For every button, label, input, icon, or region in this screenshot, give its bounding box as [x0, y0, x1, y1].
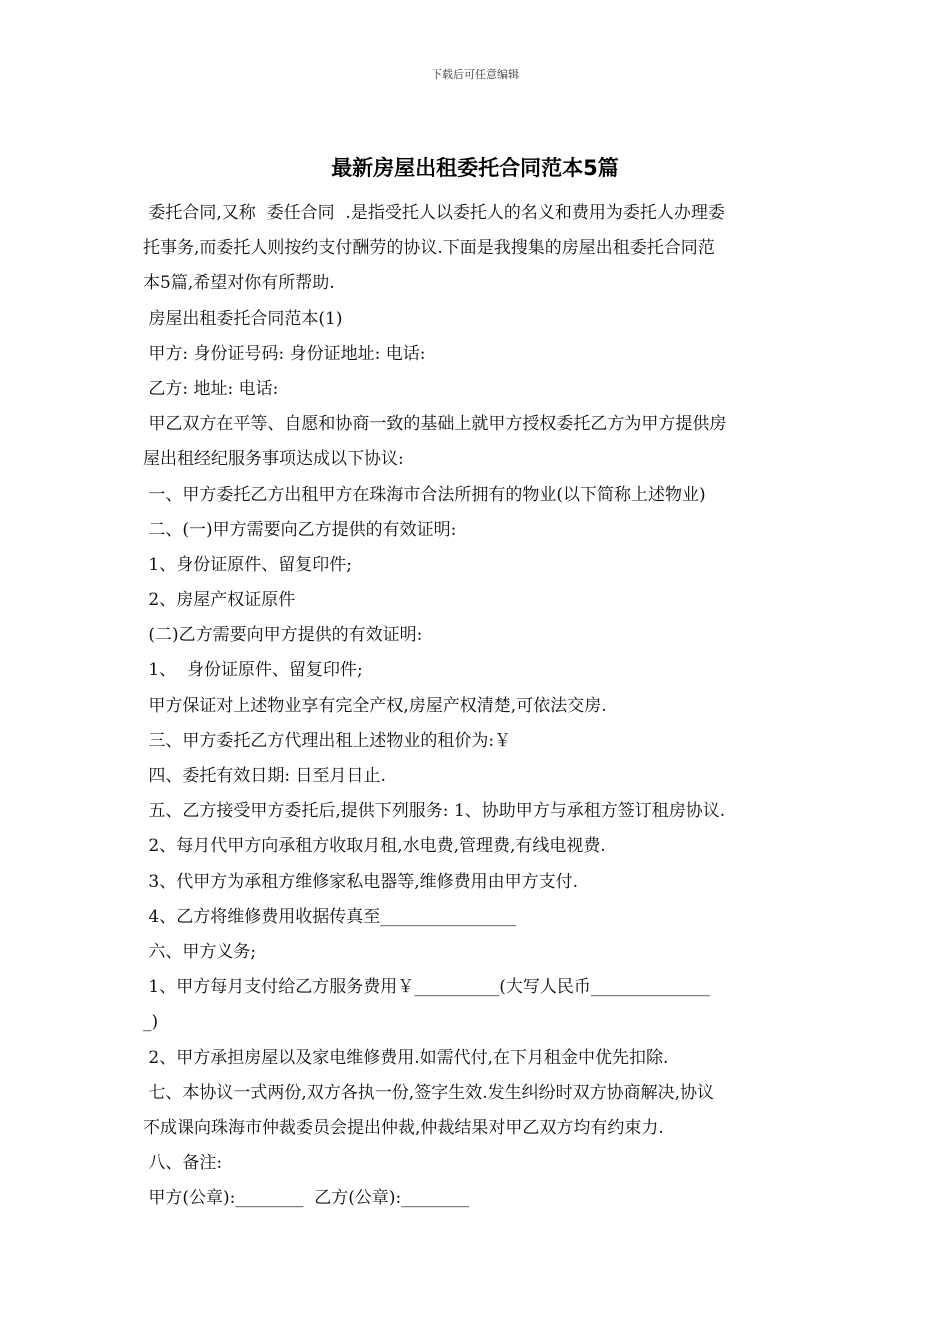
- text-line: 六、甲方义务;: [143, 941, 257, 962]
- text-line: _): [143, 1012, 159, 1033]
- text-line: 1、身份证原件、留复印件;: [143, 554, 352, 575]
- text-line: 4、乙方将维修费用收据传真至________________: [143, 906, 517, 927]
- text-line: 二、(一)甲方需要向乙方提供的有效证明:: [143, 519, 457, 540]
- text-line: 乙方: 地址: 电话:: [143, 378, 279, 399]
- page-header: 下载后可任意编辑: [431, 68, 519, 81]
- text-line: 委托合同,又称 委任合同 .是指受托人以委托人的名义和费用为委托人办理委: [143, 203, 725, 223]
- text-line: 四、委托有效日期: 日至月日止.: [143, 766, 386, 786]
- text-line: 2、房屋产权证原件: [143, 590, 296, 611]
- text-line: 甲方(公章):________ 乙方(公章):________: [143, 1188, 470, 1209]
- text-line: 房屋出租委托合同范本(1): [143, 308, 343, 329]
- text-line: 不成课向珠海市仲裁委员会提出仲裁,仲裁结果对甲乙双方均有约束力.: [143, 1117, 664, 1138]
- text-line: 1、 身份证原件、留复印件;: [143, 660, 363, 681]
- text-line: 3、代甲方为承租方维修家私电器等,维修费用由甲方支付.: [143, 871, 579, 892]
- text-line: 托事务,而委托人则按约支付酬劳的协议.下面是我搜集的房屋出租委托合同范: [143, 238, 715, 259]
- text-line: 屋出租经纪服务事项达成以下协议:: [143, 449, 404, 470]
- text-line: 甲乙双方在平等、自愿和协商一致的基础上就甲方授权委托乙方为甲方提供房: [143, 414, 727, 435]
- document-title: 最新房屋出租委托合同范本5篇: [331, 156, 619, 180]
- text-line: 八、备注:: [143, 1153, 223, 1174]
- text-line: 2、每月代甲方向承租方收取月租,水电费,管理费,有线电视费.: [143, 836, 606, 857]
- text-line: 本5篇,希望对你有所帮助.: [143, 273, 335, 294]
- text-line: 2、甲方承担房屋以及家电维修费用.如需代付,在下月租金中优先扣除.: [143, 1047, 669, 1068]
- text-line: 一、甲方委托乙方出租甲方在珠海市合法所拥有的物业(以下简称上述物业): [143, 484, 706, 505]
- text-line: (二)乙方需要向甲方提供的有效证明:: [143, 625, 423, 646]
- text-line: 三、甲方委托乙方代理出租上述物业的租价为:￥: [143, 730, 512, 751]
- document-body: [143, 196, 811, 1216]
- text-line: 甲方保证对上述物业享有完全产权,房屋产权清楚,可依法交房.: [143, 695, 607, 716]
- text-line: 1、甲方每月支付给乙方服务费用￥__________(大写人民币______________: [143, 977, 710, 998]
- text-line: 五、乙方接受甲方委托后,提供下列服务: 1、协助甲方与承租方签订租房协议.: [143, 801, 726, 822]
- text-line: 甲方: 身份证号码: 身份证地址: 电话:: [143, 343, 426, 364]
- text-line: 七、本协议一式两份,双方各执一份,签字生效.发生纠纷时双方协商解决,协议: [143, 1082, 715, 1103]
